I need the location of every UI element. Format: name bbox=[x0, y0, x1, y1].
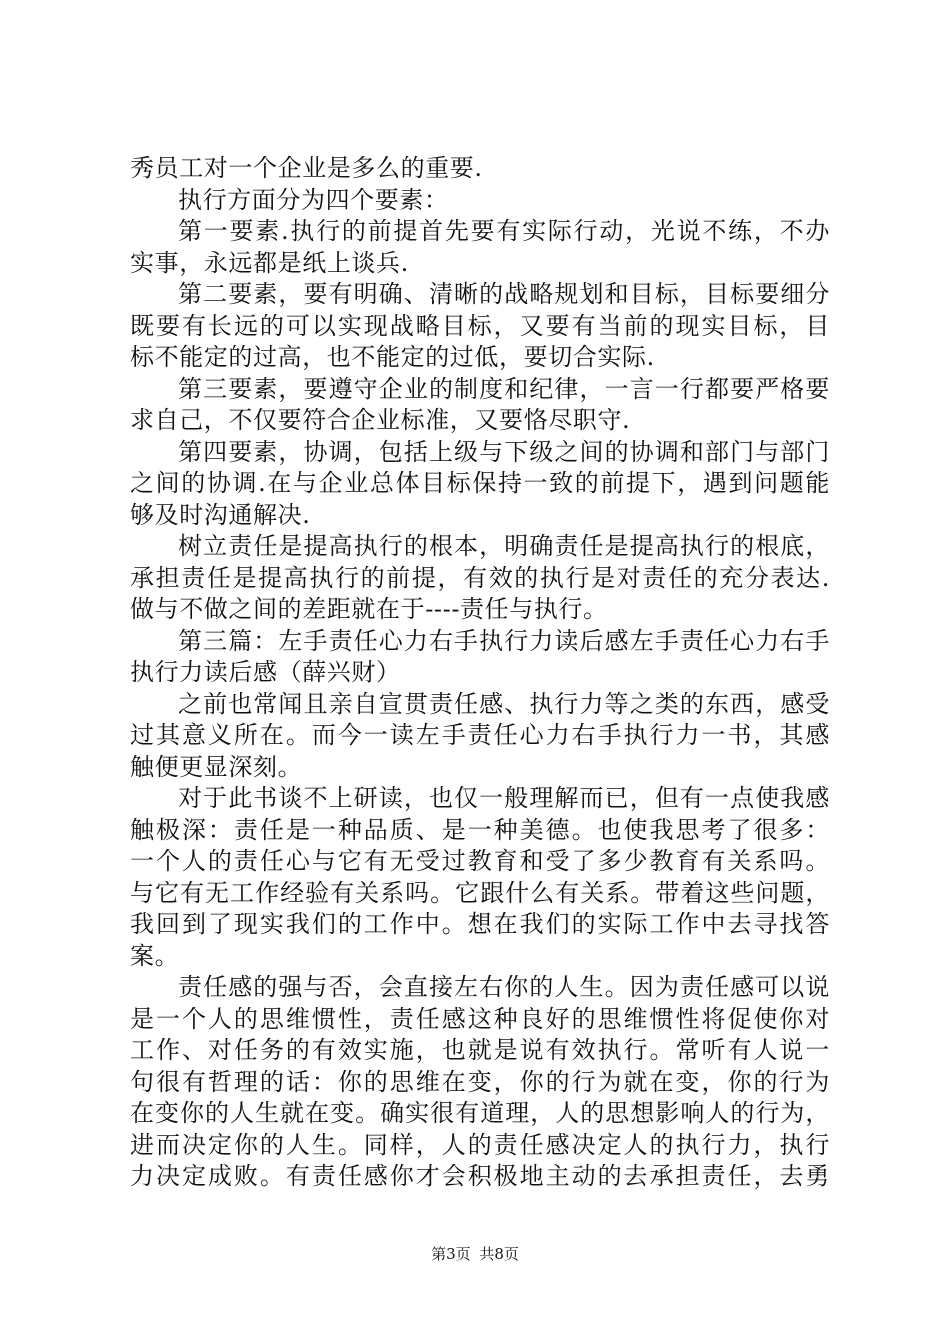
text-line: 在变你的人生就在变。确实很有道理，人的思想影响人的行为， bbox=[130, 1099, 830, 1127]
text-line: 实事，永远都是纸上谈兵. bbox=[130, 248, 409, 277]
text-line: 之前也常闻且亲自宣贯责任感、执行力等之类的东西，感受 bbox=[178, 689, 830, 718]
text-line: 承担责任是提高执行的前提，有效的执行是对责任的充分表达. bbox=[130, 563, 830, 592]
text-line: 第一要素.执行的前提首先要有实际行动，光说不练，不办 bbox=[178, 217, 830, 245]
page-footer bbox=[0, 1243, 950, 1264]
text-line: 秀员工对一个企业是多么的重要. bbox=[130, 154, 483, 182]
text-line: 触便更显深刻。 bbox=[130, 752, 303, 781]
text-line: 第三要素，要遵守企业的制度和纪律，一言一行都要严格要 bbox=[178, 374, 830, 403]
text-line: 力决定成败。有责任感你才会积极地主动的去承担责任，去勇 bbox=[130, 1162, 830, 1190]
text-line: 够及时沟通解决. bbox=[130, 500, 311, 529]
text-line: 对于此书谈不上研读，也仅一般理解而已，但有一点使我感 bbox=[178, 784, 830, 812]
text-line: 触极深：责任是一种品质、是一种美德。也使我思考了很多： bbox=[130, 815, 830, 844]
text-line: 进而决定你的人生。同样，人的责任感决定人的执行力，执行 bbox=[130, 1130, 830, 1159]
document-body bbox=[130, 153, 830, 1193]
text-line: 第二要素，要有明确、清晰的战略规划和目标，目标要细分 bbox=[178, 280, 830, 308]
text-line: 句很有哲理的话：你的思维在变，你的行为就在变，你的行为 bbox=[130, 1067, 830, 1096]
text-line: 工作、对任务的有效实施，也就是说有效执行。常听有人说一 bbox=[130, 1036, 830, 1064]
text-line: 过其意义所在。而今一读左手责任心力右手执行力一书，其感 bbox=[130, 721, 830, 749]
text-line: 树立责任是提高执行的根本，明确责任是提高执行的根底， bbox=[178, 532, 830, 560]
text-line: 一个人的责任心与它有无受过教育和受了多少教育有关系吗。 bbox=[130, 847, 830, 875]
text-line: 责任感的强与否，会直接左右你的人生。因为责任感可以说 bbox=[178, 973, 830, 1001]
text-line: 标不能定的过高，也不能定的过低，要切合实际. bbox=[130, 343, 655, 371]
text-line: 案。 bbox=[130, 941, 180, 970]
text-line: 第四要素，协调，包括上级与下级之间的协调和部门与部门 bbox=[178, 437, 830, 466]
page-number: 第3页 bbox=[431, 1245, 471, 1263]
text-line: 第三篇：左手责任心力右手执行力读后感左手责任心力右手 bbox=[178, 626, 830, 655]
text-line: 与它有无工作经验有关系吗。它跟什么有关系。带着这些问题， bbox=[130, 878, 830, 907]
text-line: 执行力读后感（薛兴财） bbox=[130, 658, 401, 686]
text-line: 既要有长远的可以实现战略目标，又要有当前的现实目标，目 bbox=[130, 311, 830, 340]
text-line: 我回到了现实我们的工作中。想在我们的实际工作中去寻找答 bbox=[130, 910, 830, 938]
text-line: 是一个人的思维惯性，责任感这种良好的思维惯性将促使你对 bbox=[130, 1004, 830, 1033]
text-line: 做与不做之间的差距就在于----责任与执行。 bbox=[130, 595, 608, 623]
text-line: 执行方面分为四个要素： bbox=[178, 185, 449, 214]
text-line: 之间的协调.在与企业总体目标保持一致的前提下，遇到问题能 bbox=[130, 469, 830, 497]
text-line: 求自己，不仅要符合企业标准，又要恪尽职守. bbox=[130, 406, 631, 434]
page-total: 共8页 bbox=[479, 1245, 519, 1263]
